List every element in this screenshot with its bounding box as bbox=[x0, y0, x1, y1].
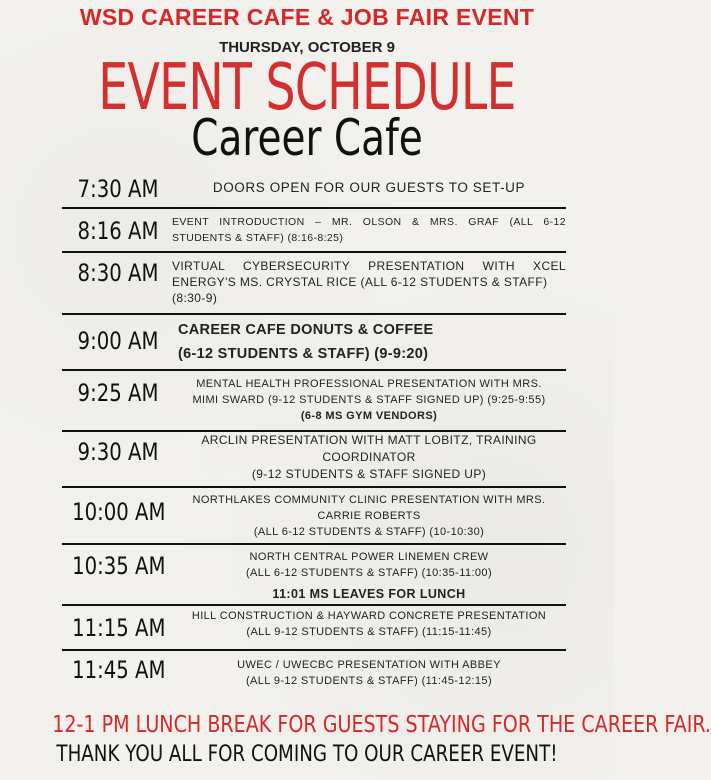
section-heading: Career Cafe bbox=[191, 109, 423, 167]
schedule-row bbox=[62, 432, 566, 486]
description-line: (ALL 6-12 STUDENTS & STAFF) (10:35-11:00) bbox=[245, 567, 493, 579]
description-line: MIMI SWARD (9-12 STUDENTS & STAFF SIGNED UP) (9:25-9:55) bbox=[192, 394, 546, 406]
schedule-row bbox=[62, 653, 566, 697]
description-line: MENTAL HEALTH PROFESSIONAL PRESENTATION WITH MRS. bbox=[196, 378, 542, 390]
schedule-row bbox=[62, 174, 566, 204]
description-line: COORDINATOR bbox=[322, 450, 416, 464]
description-line: (ALL 9-12 STUDENTS & STAFF) (11:15-11:45) bbox=[246, 626, 492, 638]
row-divider bbox=[62, 251, 566, 253]
schedule-time: 10:00 AM bbox=[72, 498, 166, 526]
description-line: NORTHLAKES COMMUNITY CLINIC PRESENTATION WITH MRS. bbox=[192, 494, 546, 506]
schedule-description bbox=[178, 318, 566, 366]
row-divider bbox=[62, 604, 566, 606]
schedule-time: 9:25 AM bbox=[77, 379, 159, 407]
schedule-description bbox=[172, 492, 566, 540]
row-divider bbox=[62, 543, 566, 545]
row-divider bbox=[62, 313, 566, 315]
row-divider bbox=[62, 207, 566, 209]
schedule-time: 10:35 AM bbox=[72, 552, 166, 580]
schedule-time: 11:15 AM bbox=[72, 614, 166, 642]
schedule-description bbox=[172, 180, 566, 196]
description-line: STUDENTS & STAFF) (8:16-8:25) bbox=[172, 232, 344, 244]
schedule-row bbox=[62, 490, 566, 542]
description-line: CARRIE ROBERTS bbox=[317, 510, 421, 522]
row-divider bbox=[62, 486, 566, 488]
description-line: ENERGY'S MS. CRYSTAL RICE bbox=[172, 275, 357, 289]
event-title: WSD CAREER CAFE & JOB FAIR EVENT bbox=[79, 4, 535, 30]
schedule-time: 9:00 AM bbox=[77, 327, 159, 355]
schedule-description bbox=[172, 376, 566, 424]
schedule-description bbox=[172, 214, 566, 246]
description-line: (6-8 MS GYM VENDORS) bbox=[300, 410, 438, 422]
description-line: NORTH CENTRAL POWER LINEMEN CREW bbox=[249, 551, 489, 563]
description-line: DOORS OPEN FOR OUR GUESTS TO SET-UP bbox=[212, 180, 526, 195]
description-line: (9-12 STUDENTS & STAFF SIGNED UP) bbox=[251, 467, 487, 481]
thank-you-note: THANK YOU ALL FOR COMING TO OUR CAREER EVENT! bbox=[56, 742, 558, 767]
description-line: (ALL 9-12 STUDENTS & STAFF) (11:45-12:15) bbox=[245, 675, 493, 687]
schedule-row bbox=[62, 547, 566, 603]
description-line: VIRTUAL CYBERSECURITY PRESENTATION WITH XCEL bbox=[172, 259, 566, 273]
description-line: HILL CONSTRUCTION & HAYWARD CONCRETE PRESENTATION bbox=[191, 610, 547, 622]
description-line: UWEC / UWECBC PRESENTATION WITH ABBEY bbox=[237, 659, 501, 671]
schedule-row bbox=[62, 255, 566, 311]
schedule-description bbox=[172, 258, 566, 306]
schedule-description bbox=[172, 549, 566, 602]
description-line: CAREER CAFE DONUTS & COFFEE bbox=[178, 322, 434, 338]
description-line: 11:01 MS LEAVES FOR LUNCH bbox=[272, 587, 466, 601]
schedule-row bbox=[62, 317, 566, 369]
schedule-row bbox=[62, 211, 566, 251]
description-line: (6-12 STUDENTS & STAFF) (9-9:20) bbox=[178, 346, 429, 362]
schedule-time: 7:30 AM bbox=[77, 175, 159, 203]
schedule-heading: EVENT SCHEDULE bbox=[98, 51, 516, 125]
schedule-time: 9:30 AM bbox=[77, 438, 159, 466]
description-line: EVENT INTRODUCTION – MR. OLSON & MRS. GRAF (ALL 6-12 bbox=[172, 216, 566, 228]
schedule-row bbox=[62, 607, 566, 647]
schedule-time: 11:45 AM bbox=[72, 656, 166, 684]
description-line: (ALL 6-12 STUDENTS & STAFF) (10-10:30) bbox=[253, 526, 485, 538]
description-line: (ALL 6-12 STUDENTS & STAFF) (8:30-9) bbox=[172, 275, 548, 305]
row-divider bbox=[62, 369, 566, 371]
row-divider bbox=[62, 649, 566, 651]
event-date: THURSDAY, OCTOBER 9 bbox=[219, 39, 395, 56]
schedule-time: 8:30 AM bbox=[77, 259, 159, 287]
schedule-description bbox=[172, 608, 566, 640]
lunch-note: 12-1 PM LUNCH BREAK FOR GUESTS STAYING FOR THE CAREER FAIR. bbox=[52, 712, 711, 738]
description-line: ARCLIN PRESENTATION WITH MATT LOBITZ, TRAINING bbox=[201, 433, 537, 447]
schedule-time: 8:16 AM bbox=[77, 217, 159, 245]
schedule-description bbox=[172, 657, 566, 689]
schedule-row bbox=[62, 373, 566, 429]
schedule-description bbox=[172, 432, 566, 483]
